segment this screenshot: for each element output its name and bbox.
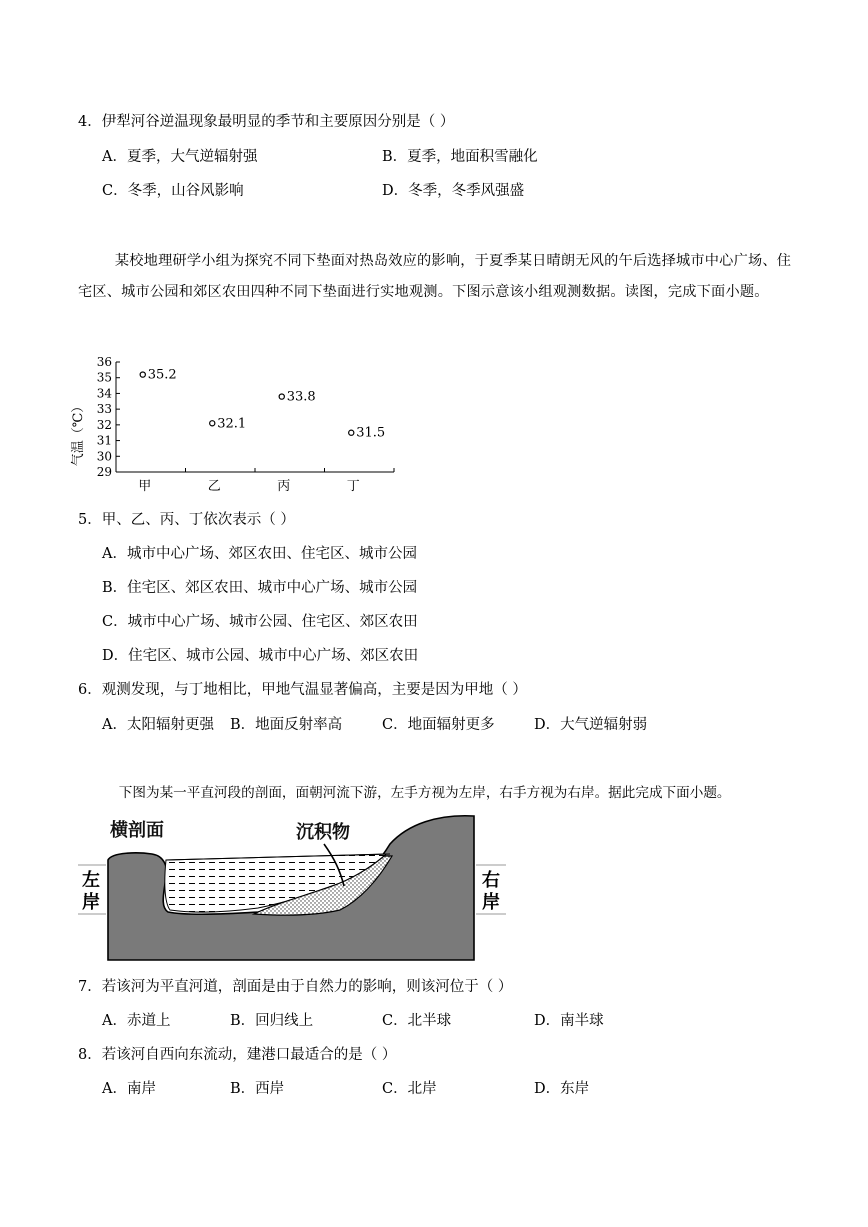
y-tick-label: 30 (96, 449, 112, 464)
q8-option-c: C．北岸 (382, 1081, 437, 1097)
data-label: 33.8 (286, 389, 316, 405)
right-bank-label-1: 右 (482, 870, 500, 891)
q7-option-b: B．回归线上 (230, 1013, 314, 1029)
diagram-title: 横剖面 (110, 820, 164, 841)
x-tick-label: 甲 (138, 479, 152, 494)
q8-stem: 8．若该河自西向东流动，建港口最适合的是（ ） (78, 1047, 397, 1063)
q8-option-a: A．南岸 (102, 1081, 156, 1097)
q4-option-b: B．夏季，地面积雪融化 (382, 149, 538, 165)
data-point (140, 372, 145, 377)
q5-option-d: D．住宅区、城市公园、城市中心广场、郊区农田 (102, 648, 419, 664)
q4-option-a: A．夏季，大气逆辐射强 (102, 149, 258, 165)
q7-option-d: D．南半球 (534, 1013, 604, 1029)
y-tick-label: 35 (96, 370, 112, 385)
q7-option-c: C．北半球 (382, 1013, 452, 1029)
passage-heat-island: 某校地理研学小组为探究不同下垫面对热岛效应的影响，于夏季某日晴朗无风的午后选择城市中心广场、住宅区、城市公园和郊区农田四种不同下垫面进行实地观测。下图示意该小组观测数据。读图，完成下面小题。 (78, 253, 792, 300)
y-tick-label: 32 (96, 417, 112, 432)
q6-stem: 6．观测发现，与丁地相比，甲地气温显著偏高，主要是因为甲地（ ） (78, 682, 527, 698)
q6-option-c: C．地面辐射更多 (382, 717, 495, 733)
temperature-chart (60, 350, 410, 498)
right-bank-label-2: 岸 (482, 892, 500, 913)
q8-option-d: D．东岸 (534, 1081, 590, 1097)
q4-option-c: C．冬季，山谷风影响 (102, 183, 244, 199)
q5-option-a: A．城市中心广场、郊区农田、住宅区、城市公园 (102, 546, 417, 562)
data-point (349, 430, 354, 435)
left-bank-label-1: 左 (82, 870, 100, 891)
data-point (279, 394, 284, 399)
q8-option-b: B．西岸 (230, 1081, 285, 1097)
x-tick-label: 丙 (277, 479, 291, 494)
q7-stem: 7．若该河为平直河道，剖面是由于自然力的影响，则该河位于（ ） (78, 979, 513, 995)
y-tick-label: 31 (96, 433, 112, 448)
sediment-label: 沉积物 (296, 822, 350, 843)
y-tick-label: 34 (96, 386, 112, 401)
x-tick-label: 乙 (207, 479, 221, 494)
left-bank-label-2: 岸 (82, 892, 100, 913)
data-label: 31.5 (356, 425, 386, 441)
data-label: 35.2 (147, 367, 177, 383)
q4-option-d: D．冬季，冬季风强盛 (382, 183, 525, 199)
q5-option-c: C．城市中心广场、城市公园、住宅区、郊区农田 (102, 614, 418, 630)
data-label: 32.1 (217, 416, 247, 432)
q6-option-b: B．地面反射率高 (230, 717, 343, 733)
y-axis-label: 气温（℃） (71, 399, 86, 467)
q6-option-d: D．大气逆辐射弱 (534, 717, 648, 733)
q5-stem: 5．甲、乙、丙、丁依次表示（ ） (78, 512, 295, 528)
x-tick-label: 丁 (346, 479, 360, 494)
data-point (210, 421, 215, 426)
q7-option-a: A．赤道上 (102, 1013, 171, 1029)
y-tick-label: 33 (96, 402, 112, 417)
q5-option-b: B．住宅区、郊区农田、城市中心广场、城市公园 (102, 580, 418, 596)
y-tick-label: 36 (96, 355, 112, 369)
passage-river-section: 下图为某一平直河段的剖面，面朝河流下游，左手方视为左岸，右手方视为右岸。据此完成下面小题。 (118, 785, 731, 801)
y-tick-label: 29 (96, 465, 112, 479)
river-cross-section-diagram (78, 810, 508, 965)
q6-option-a: A．太阳辐射更强 (102, 717, 214, 733)
q4-stem: 4．伊犁河谷逆温现象最明显的季节和主要原因分别是（ ） (78, 114, 455, 130)
